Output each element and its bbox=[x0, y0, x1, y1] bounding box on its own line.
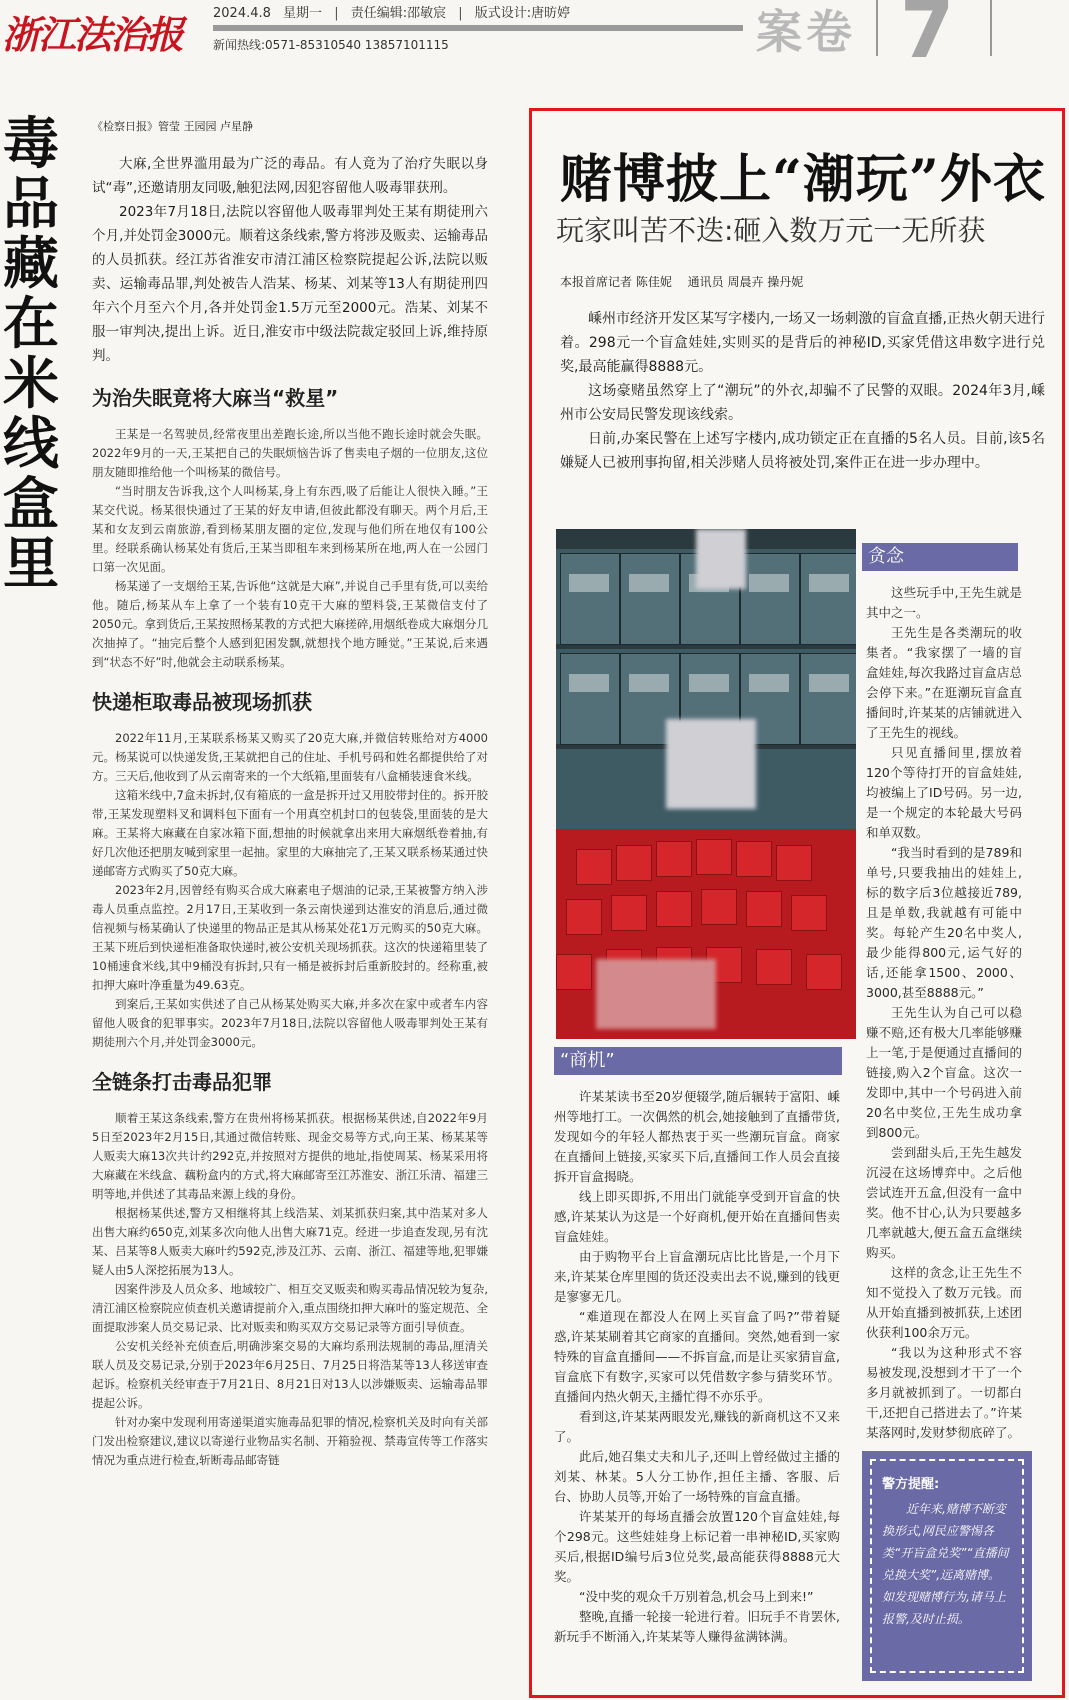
red-box bbox=[611, 895, 647, 931]
news-hotline: 新闻热线:0571-85310540 13857101115 bbox=[213, 38, 449, 52]
body-paragraph: “难道现在都没人在网上买盲盒了吗?”带着疑惑,许某某刷着其它商家的直播间。突然,她看到一家特殊的盲盒直播间——不拆盲盒,而是让买家猜盲盒,盲盒底下有数字,买家可以凭借数字参与猜奖环节。直播间内热火朝天,主播忙得不亦乐乎。 bbox=[554, 1309, 840, 1404]
title-char: 米 bbox=[3, 351, 59, 417]
right-article-subtitle: 玩家叫苦不迭:砸入数万元一无所获 bbox=[556, 214, 986, 247]
red-box bbox=[696, 839, 732, 875]
masthead bbox=[0, 0, 1069, 76]
body-paragraph: 根据杨某供述,警方又相继将其上线浩某、刘某抓获归案,其中浩某对多人出售大麻约650克,刘某多次向他人出售大麻71克。经进一步追查发现,另有沈某、吕某等8人贩卖大麻叶约592克,涉及江苏、云南、浙江、福建等地,犯罪嫌疑人由5人深挖拓展为13人。 bbox=[92, 1206, 488, 1277]
body-paragraph: “当时朋友告诉我,这个人叫杨某,身上有东西,吸了后能让人很快入睡。”王某交代说。杨某很快通过了王某的好友申请,但彼此都没有聊天。两个月后,王某和女友到云南旅游,看到杨某朋友圈的定位,发现与他们所在地仅有100公里。经联系确认杨某处有货后,王某当即租车来到杨某所在地,两人在一公园门口第一次见面。 bbox=[92, 484, 488, 574]
title-char: 藏 bbox=[3, 231, 59, 297]
photo-box bbox=[800, 653, 856, 745]
paper-name-logo: 浙江法治报 bbox=[2, 12, 183, 57]
body-paragraph: 由于购物平台上盲盒潮玩店比比皆是,一个月下来,许某某仓库里囤的货还没卖出去不说,赚到的钱更是寥寥无几。 bbox=[554, 1249, 840, 1304]
red-box bbox=[576, 849, 612, 885]
police-tip-text: 近年来,赌博不断变换形式,网民应警惕各类“开盲盒兑奖”“直播间兑换大奖”,远离赌博。如发现赌博行为,请马上报警,及时止损。 bbox=[882, 1502, 1009, 1626]
body-paragraph: 2023年2月,因曾经有购买合成大麻素电子烟油的记录,王某被警方纳入涉毒人员重点监控。2月17日,王某收到一条云南快递到达淮安的消息后,通过微信视频与杨某确认了快递里的物品正是其从杨某处花1万元购买的50克大麻。王某下班后到快递柜准备取快递时,被公安机关现场抓获。这次的快递箱里装了10桶速食米线,其中9桶没有拆封,只有一桶是被拆封后重新胶封的。经称重,被扣押大麻叶净重量为49.63克。 bbox=[92, 883, 488, 992]
left-article-title bbox=[0, 111, 62, 597]
red-box bbox=[616, 845, 652, 881]
intro-paragraph: 大麻,全世界滥用最为广泛的毒品。有人竟为了治疗失眠以身试“毒”,还邀请朋友同吸,触犯法网,因犯容留他人吸毒罪获刑。 bbox=[92, 156, 488, 196]
page-number: 7 bbox=[900, 0, 955, 76]
body-paragraph: “我当时看到的是789和单号,只要我抽出的娃娃上,标的数字后3位越接近789,且是单数,我就越有可能中奖。每轮产生20名中奖人,最少能得800元,运气好的话,还能拿1500、2000、3000,甚至8888元。” bbox=[866, 845, 1022, 1000]
issue-weekday: 星期一 bbox=[283, 6, 323, 21]
body-paragraph: 因案件涉及人员众多、地域较广、相互交叉贩卖和购买毒品情况较为复杂,清江浦区检察院应侦查机关邀请提前介入,重点围绕扣押大麻叶的鉴定规范、全面提取涉案人员交易记录、比对贩卖和购买双方交易记录等方面引导侦查。 bbox=[92, 1282, 488, 1334]
red-box bbox=[756, 949, 792, 985]
highlighted-article-frame bbox=[529, 108, 1065, 1698]
left-article-body bbox=[92, 118, 488, 1470]
body-paragraph: 王先生是各类潮玩的收集者。“我家摆了一墙的盲盒娃娃,每次我路过盲盒店总会停下来。”在逛潮玩盲盒直播间时,许某某的店铺就进入了王先生的视线。 bbox=[866, 625, 1022, 740]
body-paragraph: 线上即买即拆,不用出门就能享受到开盲盒的快感,许某某认为这是一个好商机,便开始在直播间售卖盲盒娃娃。 bbox=[554, 1189, 840, 1244]
photo-box bbox=[740, 553, 800, 645]
section-heading: 快递柜取毒品被现场抓获 bbox=[92, 690, 312, 714]
police-tip-box bbox=[862, 1451, 1032, 1681]
section-heading: 全链条打击毒品犯罪 bbox=[92, 1070, 272, 1094]
title-char: 品 bbox=[3, 171, 59, 237]
body-paragraph: 许某某开的每场直播会放置120个盲盒娃娃,每个298元。这些娃娃身上标记着一串神秘ID,买家购买后,根据ID编号后3位兑奖,最高能获得8888元大奖。 bbox=[554, 1509, 840, 1584]
red-box bbox=[656, 891, 692, 927]
body-paragraph: 这些玩手中,王先生就是其中之一。 bbox=[866, 585, 1022, 620]
police-tip-dashed-border bbox=[870, 1459, 1024, 1673]
body-paragraph: 王某是一名驾驶员,经常夜里出差跑长途,所以当他不跑长途时就会失眠。2022年9月的一天,王某把自己的失眠烦恼告诉了售卖电子烟的一位朋友,这位朋友随即推给他一个叫杨某的微信号。 bbox=[92, 427, 488, 479]
body-paragraph: 只见直播间里,摆放着120个等待打开的盲盒娃娃,均被编上了ID号码。另一边,是一个规定的本轮最大号码和单双数。 bbox=[866, 745, 1022, 840]
police-tip-title: 警方提醒: bbox=[882, 1477, 940, 1492]
body-paragraph: 这箱米线中,7盒未拆封,仅有箱底的一盒是拆开过又用胶带封住的。拆开胶带,王某发现塑料叉和调料包下面有一个用真空机封口的包装袋,里面装的是大麻。王某将大麻藏在自家冰箱下面,想抽的时候就拿出来用大麻烟纸卷着抽,有好几次他还把朋友喊到家里一起抽。家里的大麻抽完了,王某又联系杨某通过快递邮寄方式购买了50克大麻。 bbox=[92, 788, 488, 878]
divider bbox=[876, 0, 878, 56]
body-paragraph: 看到这,许某某两眼发光,赚钱的新商机这不又来了。 bbox=[554, 1409, 840, 1444]
editor-credit: 责任编辑:邵敏宸 bbox=[350, 6, 447, 21]
masthead-rule bbox=[213, 25, 743, 31]
photo-box bbox=[560, 553, 620, 645]
body-paragraph: 此后,她召集丈夫和儿子,还叫上曾经做过主播的刘某、林某。5人分工协作,担任主播、客服、后台、协助人员等,开始了一场特殊的盲盒直播。 bbox=[554, 1449, 840, 1504]
photo-box bbox=[620, 553, 680, 645]
red-box bbox=[656, 841, 692, 877]
masthead-info-line bbox=[213, 2, 578, 21]
red-box bbox=[566, 899, 602, 935]
divider bbox=[990, 0, 992, 56]
blurred-area bbox=[596, 959, 716, 1029]
red-box bbox=[701, 889, 737, 925]
intro-paragraph: 2023年7月18日,法院以容留他人吸毒罪判处王某有期徒刑六个月,并处罚金3000元。顺着这条线索,警方将涉及贩卖、运输毒品的人员抓获。经江苏省淮安市清江浦区检察院提起公诉,法院以贩卖、运输毒品罪,判处被告人浩某、杨某、刘某等13人有期徒刑四年六个月至六个月,各并处罚金1.5万元至2000元。浩某、刘某不服一审判决,提出上诉。近日,淮安市中级法院裁定驳回上诉,维持原判。 bbox=[92, 204, 488, 364]
right-article-lead bbox=[560, 307, 1045, 475]
designer-credit: 版式设计:唐昉婷 bbox=[474, 6, 571, 21]
body-paragraph: 这样的贪念,让王先生不知不觉投入了数万元钱。而从开始直播到被抓获,上述团伙获利100余万元。 bbox=[866, 1265, 1022, 1340]
left-article-byline: 《检察日报》管莹 王园园 卢星静 bbox=[92, 120, 253, 133]
reporter-credit: 本报首席记者 陈佳妮 bbox=[560, 275, 672, 289]
body-paragraph: 王先生认为自己可以稳赚不赔,还有极大几率能够赚上一笔,于是便通过直播间的链接,购入2个盲盒。这次一发即中,其中一个号码进入前20名中奖位,王先生成功拿到800元。 bbox=[866, 1005, 1022, 1140]
correspondent-credit: 通讯员 周晨卉 操丹妮 bbox=[687, 275, 804, 289]
photo-box bbox=[560, 653, 620, 745]
issue-date: 2024.4.8 bbox=[213, 6, 271, 21]
lead-paragraph: 这场豪赌虽然穿上了“潮玩”的外衣,却骗不了民警的双眼。2024年3月,嵊州市公安局民警发现该线索。 bbox=[560, 383, 1045, 423]
blurred-area bbox=[666, 719, 756, 809]
greed-section-label: 贪念 bbox=[862, 543, 1018, 571]
divider: | bbox=[334, 6, 339, 21]
body-paragraph: 整晚,直播一轮接一轮进行着。旧玩手不肯罢休,新玩手不断涌入,许某某等人赚得盆满钵满。 bbox=[554, 1609, 840, 1644]
body-paragraph: 2022年11月,王某联系杨某又购买了20克大麻,并微信转账给对方4000元。杨某说可以快递发货,王某就把自己的住址、手机号码和姓名都提供给了对方。三天后,他收到了从云南寄来的一个大纸箱,里面装有八盒桶装速食米线。 bbox=[92, 731, 488, 783]
divider: | bbox=[458, 6, 463, 21]
lead-paragraph: 日前,办案民警在上述写字楼内,成功锁定正在直播的5名人员。目前,该5名嫌疑人已被刑事拘留,相关涉赌人员将被处罚,案件正在进一步办理中。 bbox=[560, 431, 1045, 471]
business-section-label: “商机” bbox=[554, 1047, 842, 1075]
body-paragraph: 公安机关经补充侦查后,明确涉案交易的大麻均系刑法规制的毒品,厘清关联人员及交易记录,分别于2023年6月25日、7月25日将浩某等13人移送审查起诉。检察机关经审查于7月21日、8月21日对13人以涉嫌贩卖、运输毒品罪提起公诉。 bbox=[92, 1339, 488, 1410]
body-paragraph: 许某某读书至20岁便辍学,随后辗转于富阳、嵊州等地打工。一次偶然的机会,她接触到了直播带货,发现如今的年轻人都热衷于买一些潮玩盲盒。商家在直播间上链接,买家买下后,直播间工作人员会直接拆开盲盒揭晓。 bbox=[554, 1089, 840, 1184]
body-paragraph: “没中奖的观众千万别着急,机会马上到来!” bbox=[579, 1589, 814, 1604]
right-article-byline bbox=[560, 273, 815, 290]
section-heading: 为治失眠竟将大麻当“救星” bbox=[92, 386, 339, 410]
body-paragraph: “我以为这种形式不容易被发现,没想到才干了一个多月就被抓到了。一切都白干,还把自己搭进去了。”许某某落网时,发财梦彻底碎了。 bbox=[866, 1345, 1022, 1440]
red-box bbox=[791, 895, 827, 931]
blind-box-photo bbox=[556, 529, 856, 1039]
body-paragraph: 到案后,王某如实供述了自己从杨某处购买大麻,并多次在家中或者车内容留他人吸食的犯罪事实。2023年7月18日,法院以容留他人吸毒罪判处王某有期徒刑六个月,并处罚金3000元。 bbox=[92, 997, 488, 1049]
lead-paragraph: 嵊州市经济开发区某写字楼内,一场又一场刺激的盲盒直播,正热火朝天进行着。298元一个盲盒娃娃,实则买的是背后的神秘ID,买家凭借这串数字进行兑奖,最高能赢得8888元。 bbox=[560, 311, 1045, 375]
section-name: 案卷 bbox=[756, 5, 856, 59]
red-box bbox=[776, 845, 812, 881]
red-box bbox=[746, 891, 782, 927]
blurred-area bbox=[696, 529, 746, 589]
photo-box bbox=[800, 553, 856, 645]
body-paragraph: 杨某递了一支烟给王某,告诉他“这就是大麻”,并说自己手里有货,可以卖给他。随后,杨某从车上拿了一个装有10克干大麻的塑料袋,王某微信支付了2050元。拿到货后,王某按照杨某教的方式把大麻搓碎,用烟纸卷成大麻烟分几次抽掉了。“抽完后整个人感到犯困发飘,就想找个地方睡觉。”王某说,后来遇到“状态不好”时,他就会主动联系杨某。 bbox=[92, 579, 488, 669]
body-paragraph: 针对办案中发现利用寄递渠道实施毒品犯罪的情况,检察机关及时向有关部门发出检察建议,建议以寄递行业物品实名制、开箱验视、禁毒宣传等工作落实情况为重点进行检查,斩断毒品邮寄链 bbox=[92, 1415, 488, 1467]
right-article-title: 赌博披上“潮玩”外衣 bbox=[560, 149, 1046, 210]
business-column bbox=[554, 1087, 840, 1647]
red-box bbox=[806, 954, 842, 990]
red-box bbox=[556, 954, 592, 990]
body-paragraph: 顺着王某这条线索,警方在贵州将杨某抓获。根据杨某供述,自2022年9月5日至2023年2月15日,其通过微信转账、现金交易等方式,向王某、杨某某等人贩卖大麻13次共计约292克,并按照对方提供的地址,指使周某、杨某采用将大麻藏在米线盒、藕粉盒内的方式,将大麻邮寄至江苏淮安、浙江乐清、福建三明等地,并供述了其毒品来源上线的身份。 bbox=[92, 1111, 488, 1201]
title-char: 在 bbox=[3, 291, 59, 357]
greed-column bbox=[866, 583, 1022, 1443]
title-char: 毒 bbox=[3, 111, 59, 177]
red-box bbox=[736, 841, 772, 877]
body-paragraph: 尝到甜头后,王先生越发沉浸在这场博弈中。之后他尝试连开五盒,但没有一盒中奖。他不甘心,认为只要越多几率就越大,便五盒五盒继续购买。 bbox=[866, 1145, 1022, 1260]
title-char: 线 bbox=[3, 411, 59, 477]
title-char: 里 bbox=[3, 531, 59, 597]
title-char: 盒 bbox=[3, 471, 59, 537]
